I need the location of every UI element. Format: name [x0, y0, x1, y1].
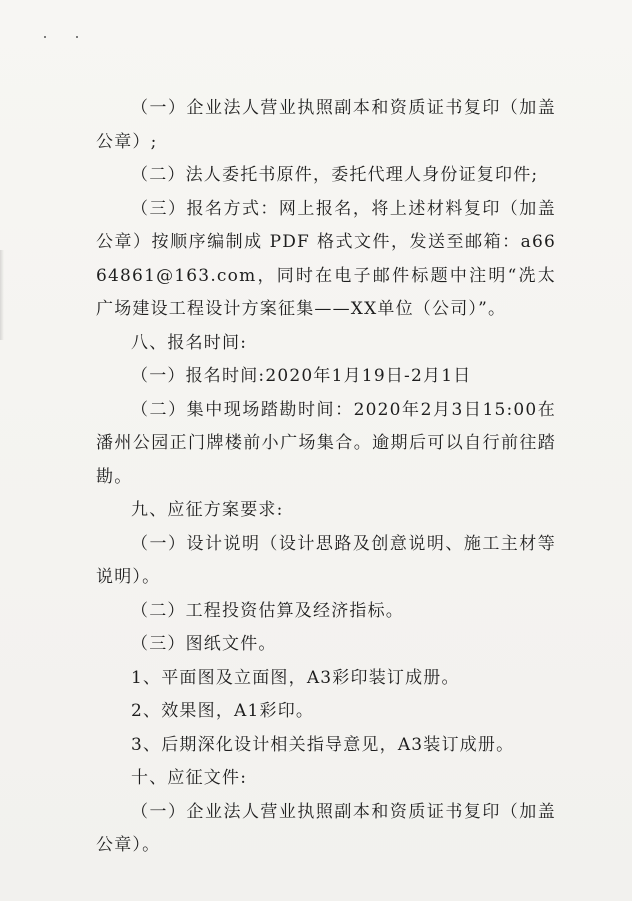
scan-speck [44, 36, 46, 38]
list-item-plans: 1、平面图及立面图，A3彩印装订成册。 [131, 667, 460, 688]
paragraph-license-copy: （一）企业法人营业执照副本和资质证书复印（加盖公章）; [96, 98, 556, 152]
scan-speck [76, 36, 78, 38]
scan-edge-shadow [0, 250, 4, 340]
heading-registration-time: 八、报名时间: [131, 332, 248, 353]
document-body [96, 92, 556, 863]
paragraph-license-copy-2: （一）企业法人营业执照副本和资质证书复印（加盖公章）。 [96, 801, 556, 855]
list-item-guidance: 3、后期深化设计相关指导意见，A3装订成册。 [131, 734, 515, 755]
heading-proposal-requirements: 九、应征方案要求: [131, 500, 284, 520]
paragraph-design-description: （一）设计说明（设计思路及创意说明、施工主材等说明）。 [96, 533, 556, 587]
paragraph-cost-estimate: （二）工程投资估算及经济指标。 [131, 600, 404, 621]
paragraph-authorization: （二）法人委托书原件，委托代理人身份证复印件; [131, 165, 539, 185]
list-item-renderings: 2、效果图，A1彩印。 [131, 701, 315, 721]
paragraph-registration-period: （一）报名时间:2020年1月19日-2月1日 [131, 366, 472, 386]
paragraph-drawings: （三）图纸文件。 [131, 634, 277, 654]
paragraph-registration-method: （三）报名方式：网上报名，将上述材料复印（加盖公章）按顺序编制成 PDF 格式文件，发送至邮箱：a6664861@163.com，同时在电子邮件标题中注明“冼太广场建设工程设计方案征集——XX单位（公司）”。 [96, 198, 556, 319]
paragraph-site-visit: （二）集中现场踏勘时间：2020年2月3日15:00在潘州公园正门牌楼前小广场集合。逾期后可以自行前往踏勘。 [96, 399, 556, 487]
heading-submission-files: 十、应征文件: [131, 768, 248, 788]
